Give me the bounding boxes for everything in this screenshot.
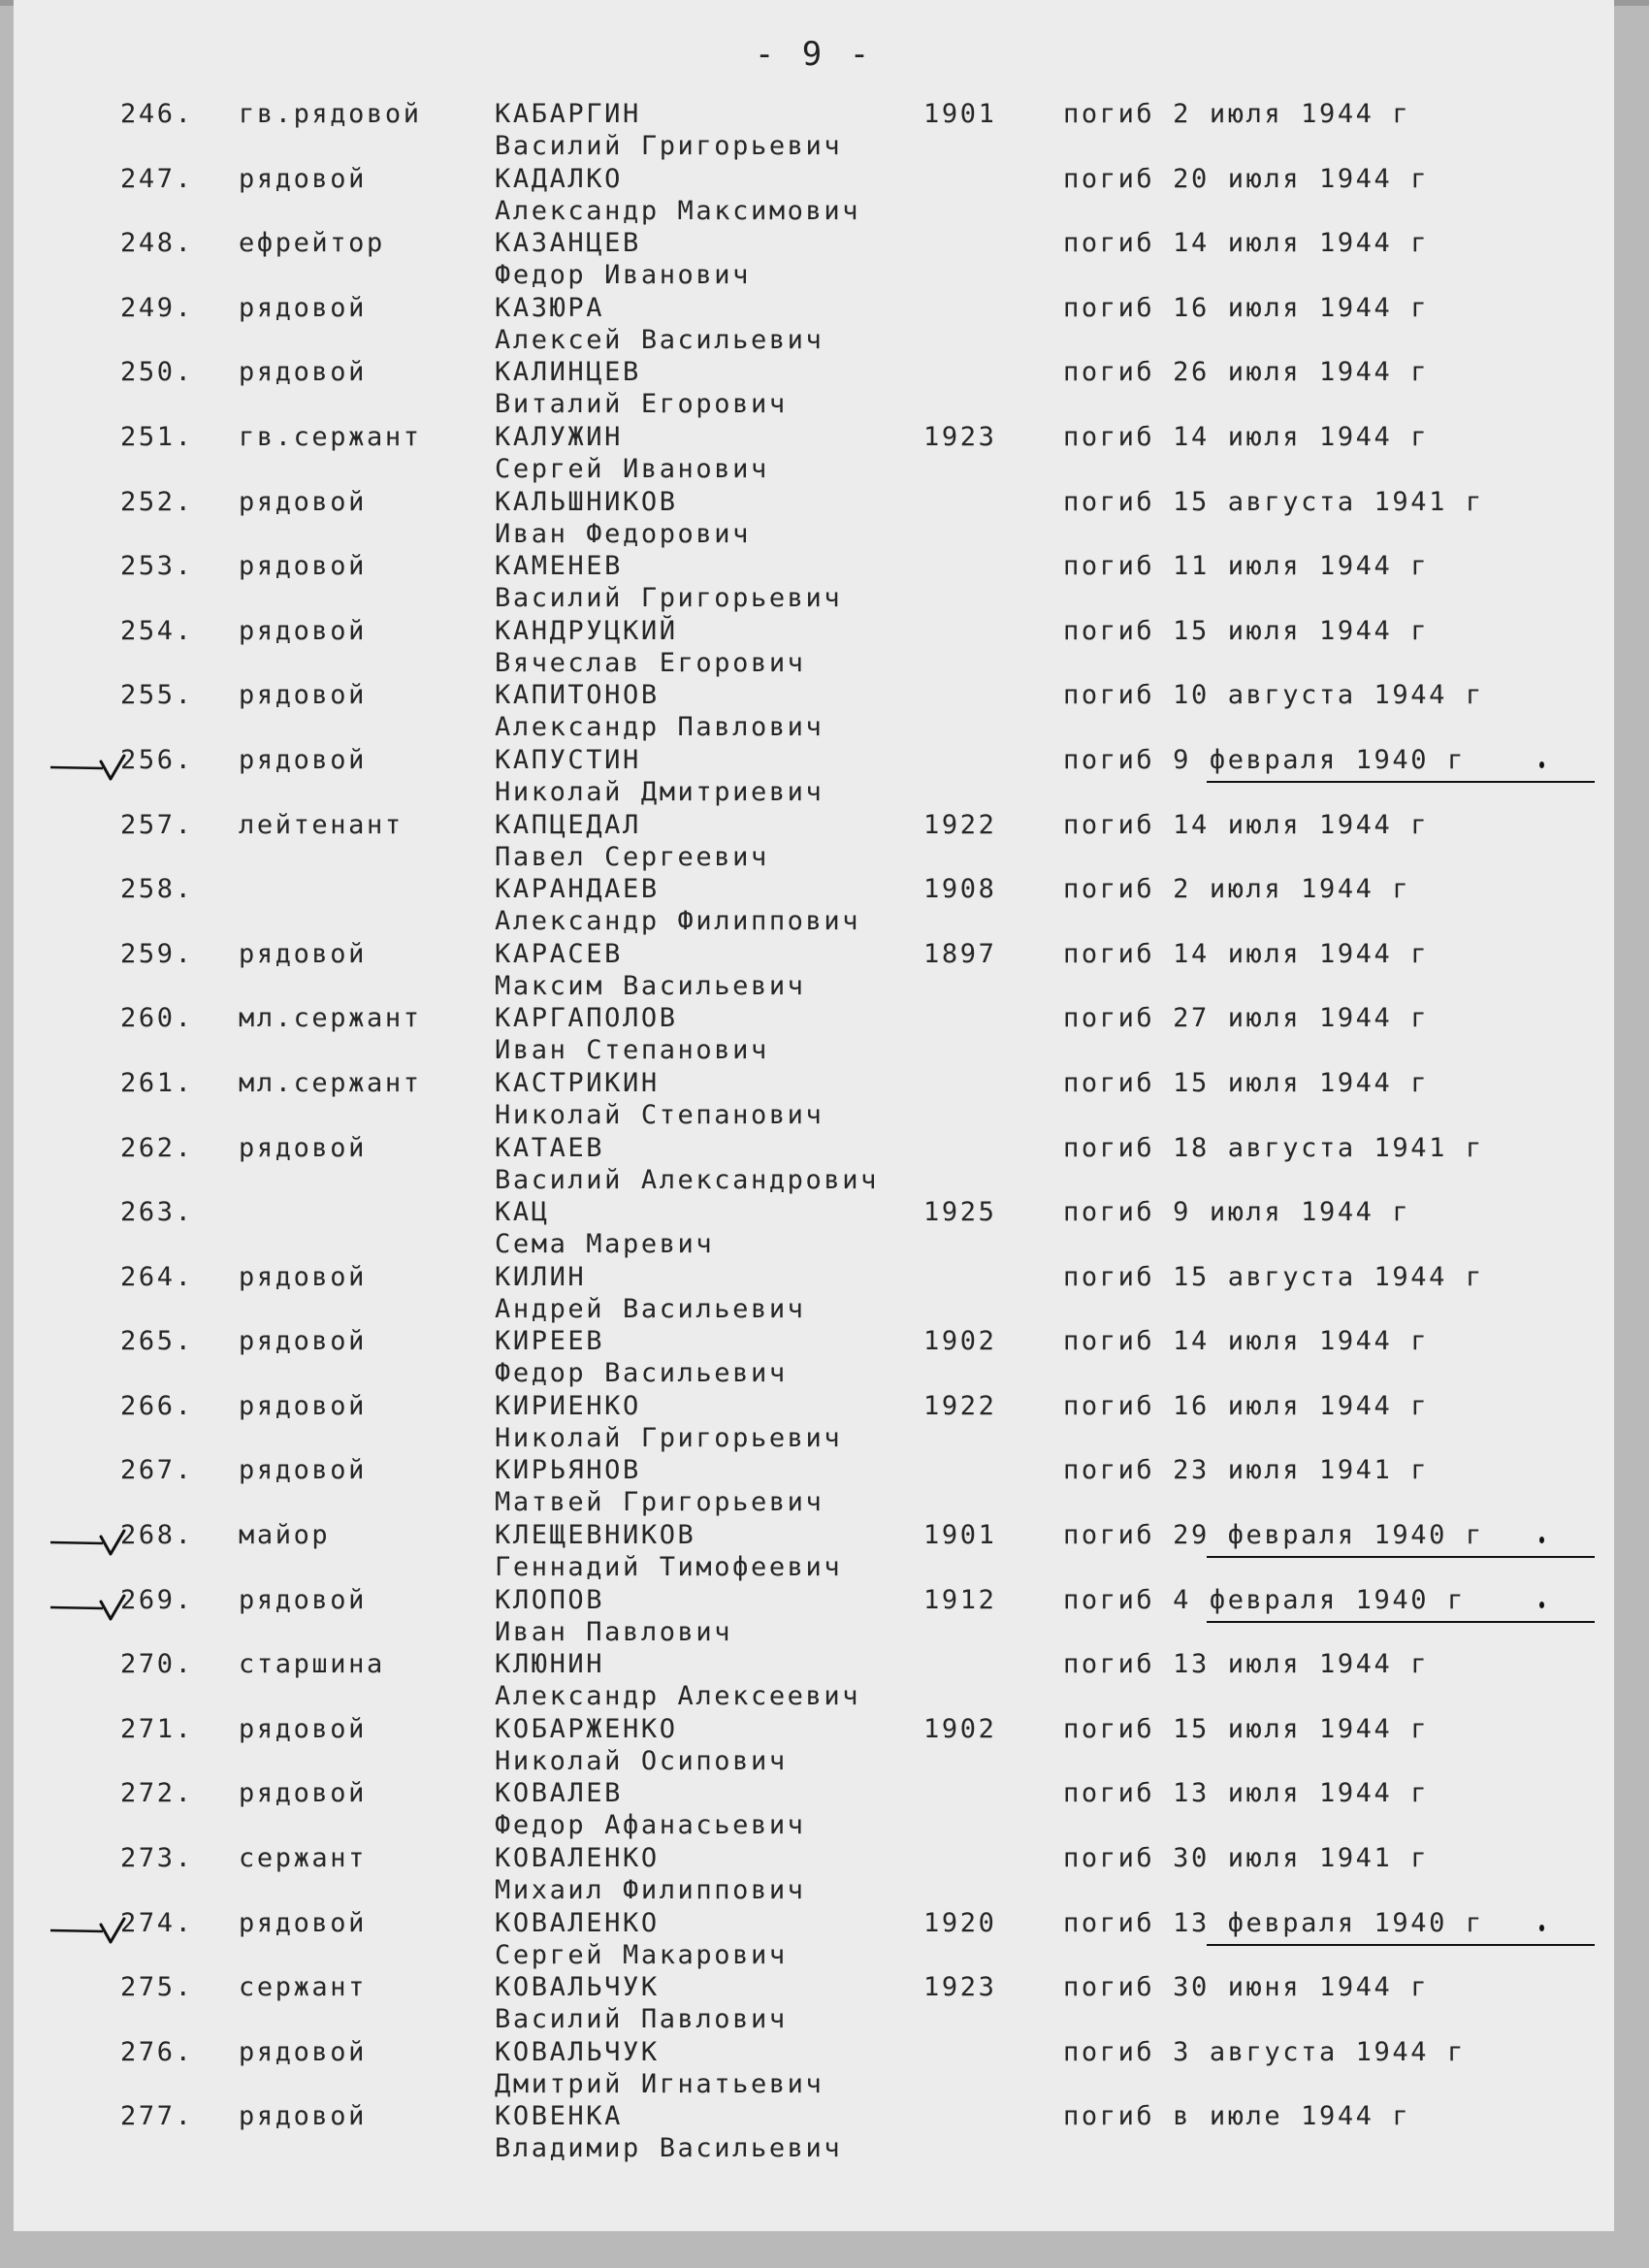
entry-given-names: Иван Федорович [495,518,751,549]
entry-given-names: Алексей Васильевич [495,324,824,355]
entry-number: 254. [120,615,194,646]
entry-number: 261. [120,1067,194,1098]
entry-death-date: погиб 3 августа 1944 г [1063,2036,1466,2067]
entry-death-date: погиб 27 июля 1944 г [1063,1003,1430,1034]
entry-surname: КОВАЛЕНКО [495,1843,660,1874]
entry-surname: КАТАЕВ [495,1132,605,1163]
entry-death-date: погиб 23 июля 1941 г [1063,1455,1430,1486]
entry-number: 271. [120,1713,194,1744]
document-page [14,0,1614,2231]
list-item [14,1642,1614,1712]
entry-death-date: погиб 16 июля 1944 г [1063,292,1430,323]
entry-death-date: погиб 2 июля 1944 г [1063,874,1411,905]
entry-death-date: погиб 13 февраля 1940 г [1063,1907,1484,1938]
entry-number: 260. [120,1003,194,1034]
entry-number: 263. [120,1197,194,1228]
entry-death-date: погиб 4 февраля 1940 г [1063,1584,1466,1615]
entry-given-names: Матвей Григорьевич [495,1487,824,1518]
entry-given-names: Василий Григорьевич [495,583,843,614]
entry-given-names: Владимир Васильевич [495,2133,843,2164]
list-item [14,932,1614,1001]
entry-birth-year: 1925 [923,1197,997,1228]
entry-surname: КЛЕЩЕВНИКОВ [495,1520,696,1551]
entry-death-date: погиб 15 июля 1944 г [1063,1713,1430,1744]
check-mark-icon [45,1594,132,1623]
entry-death-date: погиб 20 июля 1944 г [1063,163,1430,194]
entry-number: 264. [120,1261,194,1292]
entry-birth-year: 1922 [923,1390,997,1421]
list-item [14,1255,1614,1324]
list-item [14,1836,1614,1906]
entry-death-date: погиб 30 июля 1941 г [1063,1843,1430,1874]
list-item [14,480,1614,549]
entry-rank: ефрейтор [239,228,385,259]
entry-birth-year: 1923 [923,421,997,452]
entry-death-date: погиб 14 июля 1944 г [1063,421,1430,452]
ink-dot [1539,761,1544,768]
entry-rank: рядовой [239,1907,367,1938]
check-mark-icon [45,754,132,783]
entry-birth-year: 1902 [923,1326,997,1357]
entry-surname: КИРЬЯНОВ [495,1455,641,1486]
list-item [14,673,1614,743]
entry-rank: сержант [239,1972,367,2003]
entry-surname: КАБАРГИН [495,99,641,129]
casualty-list [14,92,1614,2164]
entry-surname: КАПЦЕДАЛ [495,809,641,840]
entry-death-date: погиб 2 июля 1944 г [1063,99,1411,129]
entry-death-date: погиб 14 июля 1944 г [1063,228,1430,259]
entry-death-date: погиб 15 августа 1941 г [1063,486,1484,517]
entry-number: 277. [120,2101,194,2132]
entry-given-names: Сергей Макарович [495,1939,788,1970]
entry-surname: КАЗЮРА [495,292,605,323]
entry-rank: мл.сержант [239,1067,422,1098]
entry-number: 265. [120,1326,194,1357]
list-item [14,1901,1614,1970]
entry-rank: рядовой [239,2036,367,2067]
entry-number: 270. [120,1649,194,1680]
list-item [14,1707,1614,1776]
entry-rank: рядовой [239,1326,367,1357]
entry-surname: КОВАЛЬЧУК [495,1972,660,2003]
entry-given-names: Федор Афанасьевич [495,1810,806,1841]
ink-dot [1539,1602,1544,1608]
entry-given-names: Сема Маревич [495,1229,715,1260]
ink-dot [1539,1537,1544,1543]
list-item [14,415,1614,484]
list-item [14,1578,1614,1647]
list-item [14,286,1614,355]
entry-death-date: погиб 16 июля 1944 г [1063,1390,1430,1421]
entry-given-names: Василий Григорьевич [495,131,843,161]
list-item [14,1513,1614,1583]
entry-surname: КАРГАПОЛОВ [495,1003,678,1034]
entry-rank: лейтенант [239,809,404,840]
entry-rank: гв.сержант [239,421,422,452]
entry-death-date: погиб 13 июля 1944 г [1063,1649,1430,1680]
entry-given-names: Николай Дмитриевич [495,776,824,807]
entry-death-date: погиб 26 июля 1944 г [1063,357,1430,388]
entry-surname: КОВЕНКА [495,2101,623,2132]
list-item [14,1965,1614,2035]
entry-given-names: Василий Александрович [495,1164,879,1195]
entry-given-names: Василий Павлович [495,2004,788,2035]
entry-surname: КЛОПОВ [495,1584,605,1615]
list-item [14,1126,1614,1195]
entry-number: 257. [120,809,194,840]
entry-number: 249. [120,292,194,323]
entry-death-date: погиб 9 февраля 1940 г [1063,744,1466,775]
entry-number: 268. [120,1520,194,1551]
entry-number: 251. [120,421,194,452]
entry-given-names: Михаил Филиппович [495,1875,806,1906]
entry-number: 262. [120,1132,194,1163]
entry-number: 252. [120,486,194,517]
list-item [14,738,1614,807]
entry-surname: КАПУСТИН [495,744,641,775]
entry-given-names: Иван Степанович [495,1035,769,1066]
entry-death-date: погиб 13 июля 1944 г [1063,1778,1430,1809]
entry-number: 267. [120,1455,194,1486]
entry-given-names: Александр Павлович [495,712,824,743]
entry-surname: КАСТРИКИН [495,1067,660,1098]
entry-rank: рядовой [239,1390,367,1421]
entry-given-names: Максим Васильевич [495,970,806,1001]
entry-number: 269. [120,1584,194,1615]
entry-number: 276. [120,2036,194,2067]
entry-number: 274. [120,1907,194,1938]
entry-surname: КАПИТОНОВ [495,680,660,711]
list-item [14,1384,1614,1453]
entry-given-names: Александр Филиппович [495,906,861,937]
entry-given-names: Николай Григорьевич [495,1422,843,1453]
list-item [14,996,1614,1066]
entry-number: 272. [120,1778,194,1809]
entry-number: 250. [120,357,194,388]
entry-death-date: погиб 15 августа 1944 г [1063,1261,1484,1292]
entry-number: 275. [120,1972,194,2003]
entry-surname: КОВАЛЕНКО [495,1907,660,1938]
entry-number: 247. [120,163,194,194]
entry-number: 255. [120,680,194,711]
handwritten-underline [1207,1944,1595,1946]
entry-given-names: Николай Степанович [495,1099,824,1130]
entry-surname: КАНДРУЦКИЙ [495,615,678,646]
entry-given-names: Дмитрий Игнатьевич [495,2068,824,2099]
list-item [14,2094,1614,2164]
list-item [14,92,1614,161]
entry-birth-year: 1922 [923,809,997,840]
entry-surname: КОБАРЖЕНКО [495,1713,678,1744]
list-item [14,803,1614,872]
entry-rank: рядовой [239,1261,367,1292]
list-item [14,867,1614,937]
entry-surname: КАРАНДАЕВ [495,874,660,905]
entry-death-date: погиб 14 июля 1944 г [1063,938,1430,969]
entry-given-names: Геннадий Тимофеевич [495,1552,843,1583]
entry-rank: рядовой [239,680,367,711]
list-item [14,2030,1614,2099]
entry-surname: КАЗАНЦЕВ [495,228,641,259]
entry-birth-year: 1897 [923,938,997,969]
list-item [14,1448,1614,1518]
entry-given-names: Федор Васильевич [495,1358,788,1389]
entry-rank: рядовой [239,357,367,388]
entry-given-names: Александр Максимович [495,195,861,226]
list-item [14,1061,1614,1130]
entry-number: 258. [120,874,194,905]
entry-surname: КАРАСЕВ [495,938,623,969]
list-item [14,157,1614,226]
entry-rank: майор [239,1520,331,1551]
handwritten-underline [1207,1621,1595,1623]
entry-surname: КИРИЕНКО [495,1390,641,1421]
entry-rank: рядовой [239,615,367,646]
entry-death-date: погиб 9 июля 1944 г [1063,1197,1411,1228]
ink-dot [1539,1925,1544,1931]
handwritten-underline [1207,781,1595,783]
entry-number: 246. [120,99,194,129]
entry-surname: КАДАЛКО [495,163,623,194]
entry-given-names: Павел Сергеевич [495,841,769,872]
entry-rank: рядовой [239,551,367,582]
entry-rank: рядовой [239,1455,367,1486]
list-item [14,544,1614,614]
entry-number: 259. [120,938,194,969]
entry-given-names: Вячеслав Егорович [495,647,806,678]
entry-number: 248. [120,228,194,259]
entry-rank: старшина [239,1649,385,1680]
entry-given-names: Александр Алексеевич [495,1681,861,1712]
check-mark-icon [45,1529,132,1558]
entry-birth-year: 1920 [923,1907,997,1938]
entry-given-names: Иван Павлович [495,1616,733,1647]
entry-rank: рядовой [239,486,367,517]
entry-rank: рядовой [239,1778,367,1809]
entry-rank: рядовой [239,1713,367,1744]
entry-rank: гв.рядовой [239,99,422,129]
entry-birth-year: 1902 [923,1713,997,1744]
entry-surname: КОВАЛЬЧУК [495,2036,660,2067]
entry-birth-year: 1901 [923,99,997,129]
list-item [14,1319,1614,1389]
entry-rank: сержант [239,1843,367,1874]
entry-death-date: погиб 18 августа 1941 г [1063,1132,1484,1163]
entry-birth-year: 1912 [923,1584,997,1615]
entry-rank: рядовой [239,292,367,323]
entry-surname: КИРЕЕВ [495,1326,605,1357]
entry-surname: КАЦ [495,1197,550,1228]
entry-death-date: погиб 30 июня 1944 г [1063,1972,1430,2003]
entry-surname: КАЛЬШНИКОВ [495,486,678,517]
entry-surname: КОВАЛЕВ [495,1778,623,1809]
entry-death-date: погиб 14 июля 1944 г [1063,809,1430,840]
entry-death-date: погиб в июле 1944 г [1063,2101,1411,2132]
page-number: - 9 - [754,35,874,74]
entry-surname: КАМЕНЕВ [495,551,623,582]
entry-number: 253. [120,551,194,582]
entry-death-date: погиб 11 июля 1944 г [1063,551,1430,582]
entry-given-names: Сергей Иванович [495,453,769,484]
entry-birth-year: 1923 [923,1972,997,2003]
entry-surname: КИЛИН [495,1261,587,1292]
list-item [14,221,1614,291]
entry-death-date: погиб 15 июля 1944 г [1063,615,1430,646]
entry-rank: рядовой [239,938,367,969]
entry-rank: мл.сержант [239,1003,422,1034]
entry-rank: рядовой [239,163,367,194]
entry-birth-year: 1908 [923,874,997,905]
list-item [14,1771,1614,1841]
entry-given-names: Андрей Васильевич [495,1293,806,1324]
entry-surname: КЛЮНИН [495,1649,605,1680]
entry-death-date: погиб 15 июля 1944 г [1063,1067,1430,1098]
entry-rank: рядовой [239,1132,367,1163]
entry-rank: рядовой [239,1584,367,1615]
entry-surname: КАЛУЖИН [495,421,623,452]
entry-number: 256. [120,744,194,775]
entry-rank: рядовой [239,2101,367,2132]
entry-given-names: Николай Осипович [495,1745,788,1776]
entry-number: 273. [120,1843,194,1874]
entry-rank: рядовой [239,744,367,775]
check-mark-icon [45,1917,132,1946]
entry-death-date: погиб 14 июля 1944 г [1063,1326,1430,1357]
entry-given-names: Федор Иванович [495,260,751,291]
entry-surname: КАЛИНЦЕВ [495,357,641,388]
entry-birth-year: 1901 [923,1520,997,1551]
entry-death-date: погиб 29 февраля 1940 г [1063,1520,1484,1551]
entry-number: 266. [120,1390,194,1421]
list-item [14,1190,1614,1260]
entry-given-names: Виталий Егорович [495,389,788,420]
list-item [14,350,1614,420]
list-item [14,609,1614,678]
handwritten-underline [1207,1556,1595,1558]
entry-death-date: погиб 10 августа 1944 г [1063,680,1484,711]
